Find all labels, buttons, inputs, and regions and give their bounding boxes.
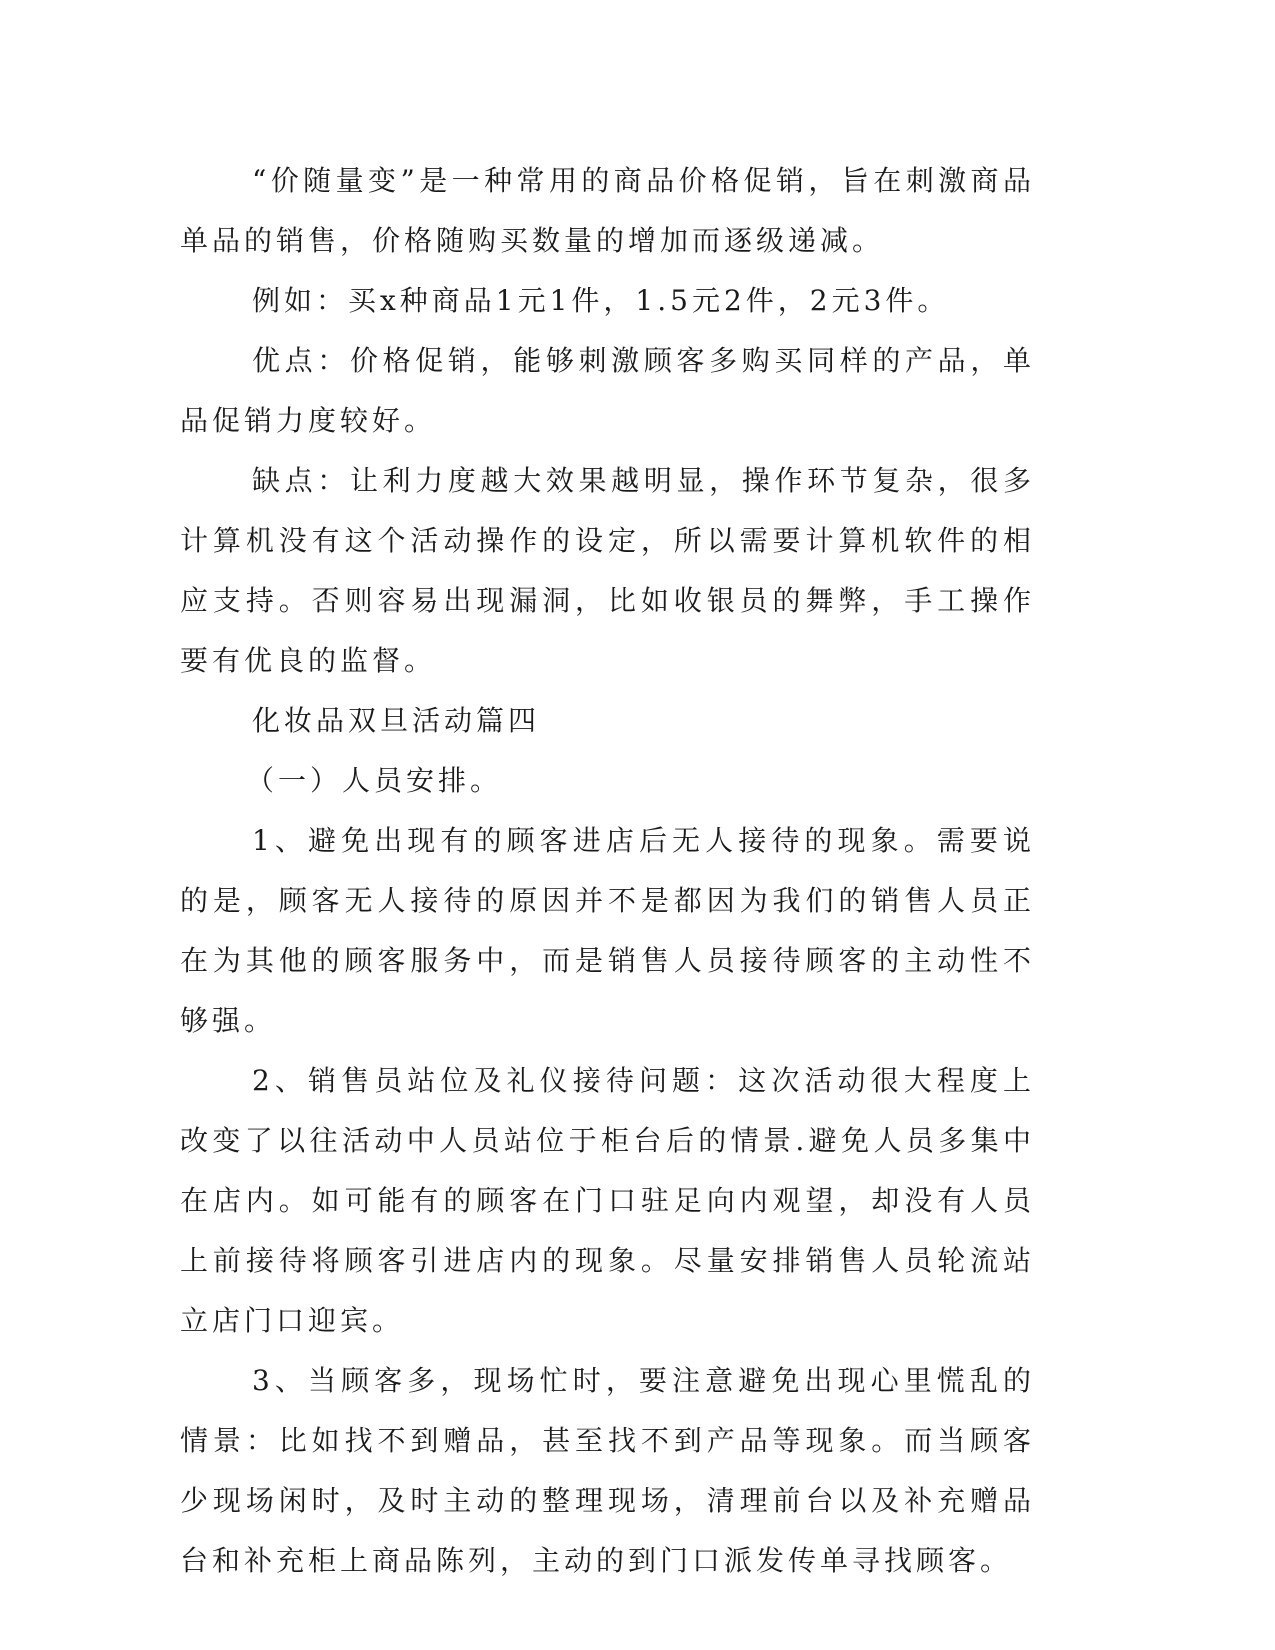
paragraph-disadvantages: 缺点：让利力度越大效果越明显，操作环节复杂，很多计算机没有这个活动操作的设定，所以需要计算机软件的相应支持。否则容易出现漏洞，比如收银员的舞弊，手工操作要有优良的监督。 — [180, 464, 1035, 677]
document-body — [180, 151, 1035, 1591]
list-item-2: 2、销售员站位及礼仪接待问题：这次活动很大程度上改变了以往活动中人员站位于柜台后的情景.避免人员多集中在店内。如可能有的顾客在门口驻足向内观望，却没有人员上前接待将顾客引进店内的现象。尽量安排销售人员轮流站立店门口迎宾。 — [180, 1064, 1035, 1337]
section-title: 化妆品双旦活动篇四 — [252, 704, 541, 737]
paragraph-price-volume: “价随量变”是一种常用的商品价格促销，旨在刺激商品单品的销售，价格随购买数量的增加而逐级递减。 — [180, 164, 1035, 257]
list-item-3: 3、当顾客多，现场忙时，要注意避免出现心里慌乱的情景：比如找不到赠品，甚至找不到产品等现象。而当顾客少现场闲时，及时主动的整理现场，清理前台以及补充赠品台和补充柜上商品陈列，主动的到门口派发传单寻找顾客。 — [180, 1364, 1035, 1577]
paragraph-advantages: 优点：价格促销，能够刺激顾客多购买同样的产品，单品促销力度较好。 — [180, 344, 1035, 437]
paragraph-example: 例如：买x种商品1元1件，1.5元2件，2元3件。 — [252, 284, 950, 317]
subsection-title: （一）人员安排。 — [246, 764, 503, 797]
list-item-1: 1、避免出现有的顾客进店后无人接待的现象。需要说的是，顾客无人接待的原因并不是都因为我们的销售人员正在为其他的顾客服务中，而是销售人员接待顾客的主动性不够强。 — [180, 824, 1035, 1037]
